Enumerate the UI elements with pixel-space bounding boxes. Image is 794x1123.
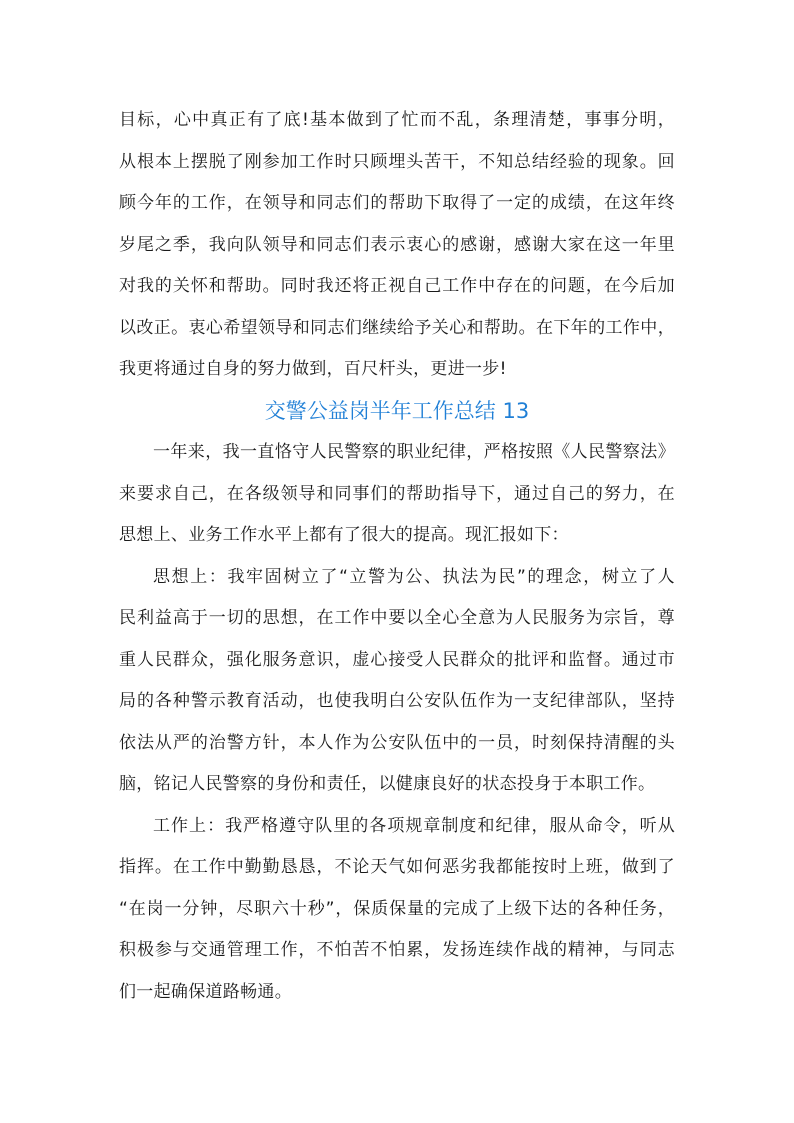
text-line: 思想上、业务工作水平上都有了很大的提高。现汇报如下： — [119, 525, 569, 545]
text-line: 工作上：我严格遵守队里的各项规章制度和纪律，服从命令，听从 — [153, 815, 675, 836]
text-line: 一年来，我一直恪守人民警察的职业纪律，严格按照《人民警察法》 — [153, 442, 675, 462]
text-line: 岁尾之季，我向队领导和同志们表示衷心的感谢，感谢大家在这一年里 — [119, 234, 675, 255]
paragraph-thinking — [119, 557, 675, 806]
text-line: 对我的关怀和帮助。同时我还将正视自己工作中存在的问题，在今后加 — [119, 276, 675, 296]
text-line: 目标，心中真正有了底!基本做到了忙而不乱，条理清楚，事事分明， — [119, 110, 675, 130]
text-line: 顾今年的工作，在领导和同志们的帮助下取得了一定的成绩，在这年终 — [119, 193, 675, 213]
text-line: 重人民群众，强化服务意识，虚心接受人民群众的批评和监督。通过市 — [119, 649, 675, 670]
text-line: 来要求自己，在各级领导和同事们的帮助指导下，通过自己的努力，在 — [119, 483, 675, 504]
text-line: 从根本上摆脱了刚参加工作时只顾埋头苦干，不知总结经验的现象。回 — [119, 151, 675, 172]
paragraph-intro — [119, 432, 675, 557]
text-line: 积极参与交通管理工作，不怕苦不怕累，发扬连续作战的精神，与同志 — [119, 940, 675, 960]
text-line: 脑，铭记人民警察的身份和责任，以健康良好的状态投身于本职工作。 — [119, 774, 656, 794]
text-line: 们一起确保道路畅通。 — [119, 981, 292, 1002]
text-line: 思想上：我牢固树立了“立警为公、执法为民”的理念，树立了人 — [153, 566, 675, 587]
text-line: 依法从严的治警方针，本人作为公安队伍中的一员，时刻保持清醒的头 — [119, 732, 675, 753]
continuation-paragraph — [119, 100, 675, 391]
text-line: 我更将通过自身的努力做到，百尺杆头，更进一步! — [119, 359, 507, 379]
document-page — [119, 100, 675, 1013]
text-line: 以改正。衷心希望领导和同志们继续给予关心和帮助。在下年的工作中， — [119, 317, 675, 338]
text-line: 民利益高于一切的思想，在工作中要以全心全意为人民服务为宗旨，尊 — [119, 608, 675, 628]
section-title: 交警公益岗半年工作总结 13 — [264, 398, 530, 423]
paragraph-work — [119, 806, 675, 1014]
text-line: “在岗一分钟，尽职六十秒”，保质保量的完成了上级下达的各种任务， — [119, 898, 675, 919]
text-line: 指挥。在工作中勤勤恳恳，不论天气如何恶劣我都能按时上班，做到了 — [119, 857, 675, 877]
text-line: 局的各种警示教育活动，也使我明白公安队伍作为一支纪律部队，坚持 — [119, 691, 675, 711]
